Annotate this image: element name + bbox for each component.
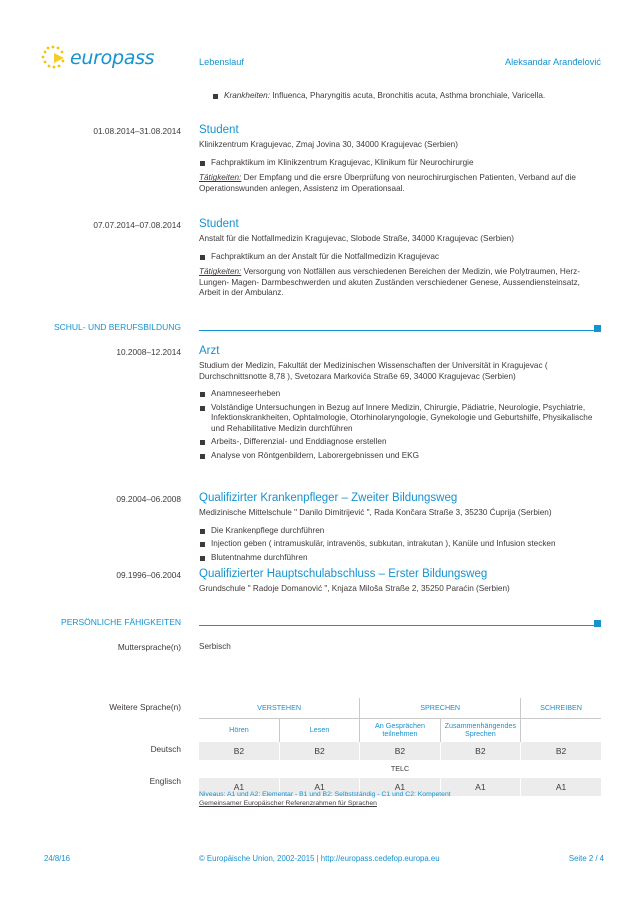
level-cell: B2 <box>279 742 359 760</box>
level-cell: B2 <box>440 742 520 760</box>
education-divider-square <box>594 325 601 332</box>
edu-date-3: 09.1996–06.2004 <box>116 570 181 580</box>
edu-1-bullet: Anamneseerheben <box>199 389 599 400</box>
subhead-lesen: Lesen <box>279 718 359 742</box>
work-tasks-text-1: Der Empfang und die ersre Überprüfung von neurochirurgischen Patienten, Verband auf die Operationswunden anlegen, Assistenz im Operationsaal. <box>199 173 576 193</box>
edu-2-bullet: Injection geben ( intramuskulär, intravenös, subkutan, intrakutan ), Kanüle und Infusion stecken <box>199 539 599 550</box>
footer-copyright[interactable]: © Europäische Union, 2002-2015 | http://europass.cedefop.europa.eu <box>199 854 440 863</box>
edu-org-2: Medizinische Mittelschule " Danilo Dimitrijević ", Rada Končara Straße 3, 35230 Ćuprija (Serbien) <box>199 508 552 518</box>
mother-tongue-value: Serbisch <box>199 642 231 651</box>
edu-1-bullet: Volständige Untersuchungen in Bezug auf Innere Medizin, Chirurgie, Pädiatrie, Neurologie, Psychiatrie, Infektionskrankheiten, Ophtalmologie, Otorhinolaryngologie, Gynekologie und Geburtshilfe, Physikalische und Rehabilitative Medizin durchführen <box>199 403 599 435</box>
language-table <box>199 698 601 796</box>
work-tasks-label-2: Tätigkeiten: <box>199 267 242 277</box>
work-title-1: Student <box>199 124 239 136</box>
krankheiten-line <box>212 91 545 102</box>
subhead-empty <box>521 718 601 742</box>
footer-date: 24/8/16 <box>44 854 71 863</box>
skills-section-title: PERSÖNLICHE FÄHIGKEITEN <box>61 617 181 627</box>
footer-page-number: Seite 2 / 4 <box>568 854 604 863</box>
group-sprechen: SPRECHEN <box>360 698 521 718</box>
level-cell: B2 <box>360 742 440 760</box>
subhead-zusammenhaengend: Zusammenhängendes Sprechen <box>440 718 520 742</box>
edu-entry-3 <box>199 567 599 595</box>
work-date-1: 01.08.2014–31.08.2014 <box>93 126 181 136</box>
krankheiten-label: Krankheiten: <box>224 91 270 100</box>
edu-entry-2 <box>199 491 599 566</box>
level-cell: B2 <box>199 742 279 760</box>
other-languages-label: Weitere Sprache(n) <box>109 702 181 712</box>
edu-entry-1 <box>199 344 599 464</box>
language-name-deutsch: Deutsch <box>150 744 181 754</box>
education-divider <box>199 330 594 331</box>
language-name-englisch: Englisch <box>149 776 181 786</box>
work-tasks-1 <box>199 173 599 194</box>
edu-1-bullet: Arbeits-, Differenzial- und Enddiagnose erstellen <box>199 437 599 448</box>
skills-divider-square <box>594 620 601 627</box>
edu-1-bullet: Analyse von Röntgenbildern, Laborergebnissen und EKG <box>199 451 599 462</box>
edu-title-3: Qualifizierter Hauptschulabschluss – Erster Bildungsweg <box>199 568 488 580</box>
work-org-2: Anstalt für die Notfallmedizin Kragujevac, Slobode Straße, 34000 Kragujevac (Serbien) <box>199 234 514 244</box>
person-name: Aleksandar Aranđelović <box>504 57 601 67</box>
work-bullet-1: Fachpraktikum im Klinikzentrum Kragujevac, Klinikum für Neurochirurgie <box>199 158 599 169</box>
edu-2-bullet: Die Krankenpflege durchführen <box>199 526 599 537</box>
subhead-hoeren: Hören <box>199 718 279 742</box>
stars-icon <box>40 44 74 70</box>
mother-tongue-label: Muttersprache(n) <box>117 642 181 652</box>
level-cell: A1 <box>360 778 440 796</box>
level-cell: A1 <box>521 778 601 796</box>
levels-note: Niveaus: A1 und A2: Elementar - B1 und B2: Selbstständig - C1 und C2: Kompetent <box>199 791 451 798</box>
logo-wordmark: europass <box>70 47 155 69</box>
work-entry-1 <box>199 123 599 194</box>
framework-link[interactable]: Gemeinsamer Europäischer Referenzrahmen für Sprachen <box>199 799 377 807</box>
certificate-telc: TELC <box>390 764 410 774</box>
work-title-2: Student <box>199 218 239 230</box>
work-tasks-label-1: Tätigkeiten: <box>199 173 242 183</box>
level-cell: A1 <box>279 778 359 796</box>
edu-org-3: Grundschule " Radoje Domanović ", Knjaza Miloša Straße 2, 35250 Paraćin (Serbien) <box>199 584 510 594</box>
level-cell: A1 <box>440 778 520 796</box>
level-cell: A1 <box>199 778 279 796</box>
work-org-1: Klinikzentrum Kragujevac, Zmaj Jovina 30, 34000 Kragujevac (Serbien) <box>199 140 458 150</box>
education-section-title: SCHUL- UND BERUFSBILDUNG <box>53 322 181 332</box>
work-entry-2 <box>199 217 599 299</box>
edu-title-2: Qualifizirter Krankenpfleger – Zweiter Bildungsweg <box>199 492 458 504</box>
group-verstehen: VERSTEHEN <box>199 698 360 718</box>
krankheiten-text: Influenca, Pharyngitis acuta, Bronchitis acuta, Asthma bronchiale, Varicella. <box>272 91 546 100</box>
europass-logo <box>40 44 155 70</box>
edu-title-1: Arzt <box>199 345 220 357</box>
group-schreiben: SCHREIBEN <box>521 698 601 718</box>
levels-legend <box>199 791 451 809</box>
doc-title: Lebenslauf <box>199 57 244 67</box>
edu-date-1: 10.2008–12.2014 <box>116 347 181 357</box>
work-date-2: 07.07.2014–07.08.2014 <box>93 220 181 230</box>
edu-org-1: Studium der Medizin, Fakultät der Medizinischen Wissenschaften der Universität in Kragujevac ( Durchschnittsnotte 8,78 ), Svetozara Markovića Straße 69, 34000 Kragujevac (Serbien) <box>199 361 548 381</box>
language-row-deutsch <box>199 742 601 760</box>
edu-date-2: 09.2004–06.2008 <box>116 494 181 504</box>
work-tasks-2 <box>199 267 599 299</box>
work-bullet-2: Fachpraktikum an der Anstalt für die Notfallmedizin Kragujevac <box>199 252 599 263</box>
work-tasks-text-2: Versorgung von Notfällen aus verschiedenen Bereichen der Medizin, wie Polytraumen, Herz- Lungen- Magen- Darmbeschwerden und akuten Zuständen verschiedener Genese, Aussendiensteinsatz, Arbeit in der Ambulanz. <box>199 267 580 298</box>
subhead-gespraechen: An Gesprächen teilnehmen <box>360 718 440 742</box>
edu-2-bullet: Blutentnahme durchführen <box>199 553 599 564</box>
level-cell: B2 <box>521 742 601 760</box>
skills-divider <box>199 625 594 626</box>
